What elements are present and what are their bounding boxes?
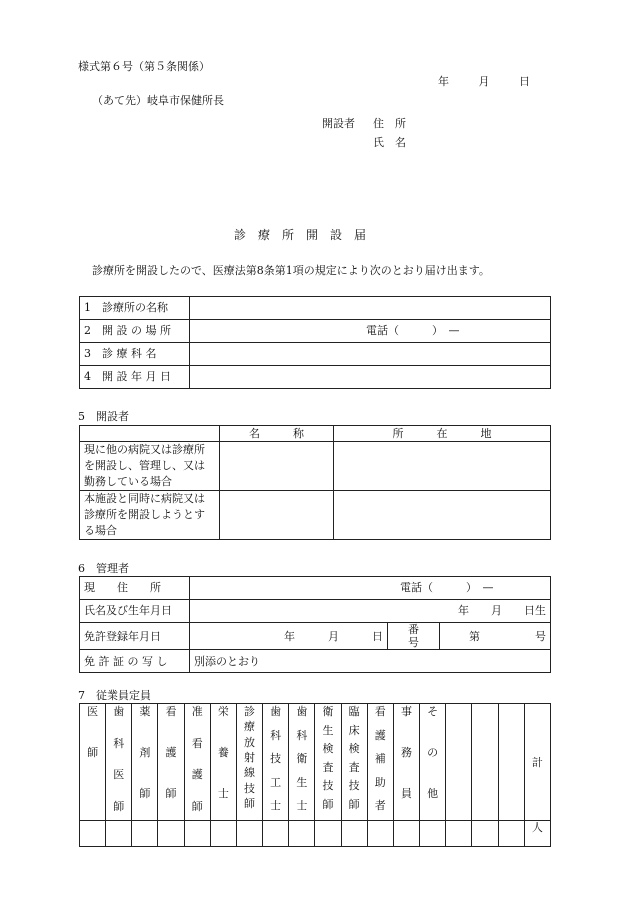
row-label — [80, 297, 190, 320]
staff-column-char: 射 — [244, 750, 256, 764]
location-field[interactable] — [190, 320, 551, 343]
staff-column-header — [472, 704, 498, 821]
staff-column-char: 床 — [348, 723, 360, 737]
staff-column-char: 臨 — [348, 705, 360, 718]
staff-column-char: 看 — [374, 705, 386, 718]
staff-count-field[interactable] — [236, 821, 262, 847]
row-label-text: 診療所の名称 — [102, 301, 168, 315]
founder-address-field-1[interactable] — [334, 442, 551, 491]
staff-column-char: 師 — [139, 787, 151, 800]
staff-column-char: 科 — [296, 728, 308, 742]
staff-count-field[interactable] — [80, 821, 106, 847]
staff-column-char: 科 — [113, 736, 125, 750]
staff-column-char: 養 — [217, 746, 229, 759]
staff-table — [79, 703, 551, 847]
staff-column-header — [80, 704, 106, 821]
table-row — [80, 366, 551, 389]
staff-column-char: 歯 — [113, 705, 125, 718]
staff-column-char: 師 — [191, 799, 203, 813]
staff-count-field[interactable] — [367, 821, 393, 847]
staff-column-char: 護 — [374, 728, 386, 742]
staff-column-char: 師 — [348, 797, 360, 811]
staff-column-char: 務 — [400, 746, 412, 759]
section7-heading: 7 従業員定員 — [78, 689, 151, 702]
section6-heading: 6 管理者 — [78, 562, 129, 575]
staff-column-header — [106, 704, 132, 821]
staff-column-char: 療 — [244, 720, 256, 734]
staff-column-char: 診 — [244, 705, 256, 718]
staff-column-char: 剤 — [139, 746, 151, 759]
founder-table — [79, 425, 551, 540]
staff-count-field[interactable] — [472, 821, 498, 847]
staff-column-header — [341, 704, 367, 821]
table-row — [80, 623, 551, 650]
staff-column-char: 医 — [87, 705, 99, 718]
table-row — [80, 442, 551, 491]
staff-column-char: 技 — [244, 781, 256, 795]
table-row — [80, 343, 551, 366]
staff-column-char: 者 — [374, 799, 386, 812]
staff-column-char: 検 — [348, 742, 360, 756]
founder-name-field-1[interactable] — [220, 442, 334, 491]
staff-column-header — [446, 704, 472, 821]
row-number: 4 — [84, 370, 91, 384]
row-label — [80, 366, 190, 389]
row-label: 現 住 所 — [80, 577, 190, 600]
row-label: 氏名及び生年月日 — [80, 600, 190, 623]
staff-column-char: 補 — [374, 752, 386, 765]
row-label: 免許登録年月日 — [80, 623, 190, 650]
staff-column-char: 査 — [348, 760, 360, 774]
table-row — [80, 704, 551, 821]
staff-count-field[interactable] — [524, 821, 550, 847]
staff-column-char: 看 — [191, 736, 203, 750]
staff-count-field[interactable] — [498, 821, 524, 847]
staff-column-char: 師 — [322, 797, 334, 811]
staff-column-header — [393, 704, 419, 821]
staff-count-field[interactable] — [106, 821, 132, 847]
staff-column-char: 医 — [113, 768, 125, 782]
staff-column-char: 放 — [244, 735, 256, 749]
row-number: 3 — [84, 347, 91, 361]
staff-column-header — [498, 704, 524, 821]
staff-column-char: 計 — [531, 755, 543, 769]
table-row — [80, 491, 551, 540]
staff-column-char: 歯 — [296, 705, 308, 718]
birth-suffix: 年 月 日生 — [458, 604, 546, 618]
department-field[interactable] — [190, 343, 551, 366]
row-label — [80, 320, 190, 343]
staff-column-char: 師 — [87, 746, 99, 759]
staff-column-char: 護 — [191, 768, 203, 782]
staff-column-char: 栄 — [217, 705, 229, 718]
date-year-label: 年 — [438, 75, 449, 88]
row-label-text: 診 療 科 名 — [102, 347, 157, 361]
staff-column-char: 線 — [244, 766, 256, 780]
staff-column-char: 師 — [244, 796, 256, 810]
staff-column-char: 士 — [296, 799, 308, 812]
staff-column-char: 生 — [296, 775, 308, 789]
intro-text: 診療所を開設したので、医療法第8条第1項の規定により次のとおり届け出ます。 — [92, 264, 490, 277]
row-number: 2 — [84, 324, 91, 338]
manager-name-field[interactable] — [190, 600, 551, 623]
staff-count-field[interactable] — [420, 821, 446, 847]
founder-name-field-2[interactable] — [220, 491, 334, 540]
opening-date-field[interactable] — [190, 366, 551, 389]
staff-count-field[interactable] — [289, 821, 315, 847]
staff-column-char: 員 — [400, 787, 412, 800]
license-date-field[interactable] — [190, 623, 388, 650]
staff-column-header — [184, 704, 210, 821]
header-blank — [80, 426, 220, 442]
staff-column-header — [132, 704, 158, 821]
row-label: 免 許 証 の 写 し — [80, 650, 190, 673]
manager-table — [79, 576, 551, 673]
table-row — [80, 821, 551, 847]
basic-info-table — [79, 296, 551, 389]
date-line — [438, 73, 530, 89]
unit-label: 人 — [531, 821, 543, 834]
phone-text: 電話（ ） — — [366, 324, 460, 338]
date-month-label: 月 — [478, 75, 490, 88]
staff-column-char: 事 — [400, 705, 412, 718]
staff-column-char: 護 — [165, 746, 177, 759]
applicant-name-label: 氏 名 — [373, 136, 406, 149]
col-header-name: 名 称 — [220, 426, 334, 442]
row-label-text: 開 設 の 場 所 — [102, 324, 171, 338]
row-label: 本施設と同時に病院又は診療所を開設しようとする場合 — [80, 491, 220, 540]
staff-count-field[interactable] — [341, 821, 367, 847]
staff-column-char: 准 — [191, 705, 203, 718]
staff-column-char: 看 — [165, 705, 177, 718]
staff-count-field[interactable] — [158, 821, 184, 847]
staff-count-field[interactable] — [210, 821, 236, 847]
number-label: 番 号 — [388, 623, 440, 650]
license-copy-text: 別添のとおり — [194, 654, 260, 668]
staff-column-char: そ — [427, 705, 439, 718]
staff-column-char: 助 — [374, 775, 386, 789]
date-day-label: 日 — [519, 75, 530, 88]
staff-column-char: 士 — [217, 787, 229, 800]
staff-column-header — [158, 704, 184, 821]
manager-address-field[interactable] — [190, 577, 551, 600]
staff-column-header — [315, 704, 341, 821]
col-header-address: 所 在 地 — [334, 426, 551, 442]
staff-column-char: 師 — [113, 799, 125, 813]
staff-column-char: 査 — [322, 760, 334, 774]
staff-column-char: 技 — [348, 779, 360, 793]
staff-column-char: 衛 — [296, 752, 308, 765]
staff-count-field[interactable] — [393, 821, 419, 847]
staff-column-char: 歯 — [270, 705, 282, 718]
table-row — [80, 297, 551, 320]
clinic-name-field[interactable] — [190, 297, 551, 320]
row-label — [80, 343, 190, 366]
staff-column-header — [524, 704, 550, 821]
staff-count-field[interactable] — [446, 821, 472, 847]
staff-column-header — [420, 704, 446, 821]
staff-count-field[interactable] — [263, 821, 289, 847]
staff-column-char: 生 — [322, 723, 334, 737]
table-row — [80, 577, 551, 600]
row-label: 現に他の病院又は診療所を開設し、管理し、又は勤務している場合 — [80, 442, 220, 491]
staff-count-field[interactable] — [132, 821, 158, 847]
phone-text: 電話（ ） — — [400, 581, 494, 595]
staff-count-field[interactable] — [184, 821, 210, 847]
table-row — [80, 320, 551, 343]
license-number-text: 第 号 — [469, 629, 546, 643]
table-row — [80, 426, 551, 442]
section5-heading: 5 開設者 — [78, 410, 129, 423]
staff-column-char: 師 — [165, 787, 177, 800]
staff-column-header — [210, 704, 236, 821]
table-row — [80, 650, 551, 673]
staff-column-header — [367, 704, 393, 821]
staff-column-char: 衛 — [322, 705, 334, 718]
applicant-label: 開設者 — [322, 117, 355, 130]
staff-column-char: 薬 — [139, 705, 151, 718]
staff-column-char: 検 — [322, 742, 334, 756]
staff-column-char: 科 — [270, 728, 282, 742]
staff-column-char: の — [427, 746, 439, 759]
staff-column-char: 工 — [270, 775, 282, 789]
staff-column-header — [236, 704, 262, 821]
staff-column-header — [263, 704, 289, 821]
staff-column-char: 他 — [427, 787, 439, 800]
row-number: 1 — [84, 301, 91, 315]
form-number: 様式第６号（第５条関係） — [78, 60, 210, 73]
applicant-address-label: 住 所 — [373, 117, 406, 130]
license-date-text: 年 月 日 — [284, 629, 383, 643]
staff-column-char: 士 — [270, 799, 282, 812]
row-label-text: 開 設 年 月 日 — [102, 370, 171, 384]
staff-column-char: 技 — [270, 752, 282, 765]
staff-column-char: 技 — [322, 779, 334, 793]
table-row — [80, 600, 551, 623]
founder-address-field-2[interactable] — [334, 491, 551, 540]
license-number-field[interactable] — [440, 623, 551, 650]
addressee: （あて先）岐阜市保健所長 — [92, 94, 224, 107]
document-title: 診 療 所 開 設 届 — [234, 228, 367, 242]
license-copy-field[interactable] — [190, 650, 551, 673]
staff-column-header — [289, 704, 315, 821]
staff-count-field[interactable] — [315, 821, 341, 847]
